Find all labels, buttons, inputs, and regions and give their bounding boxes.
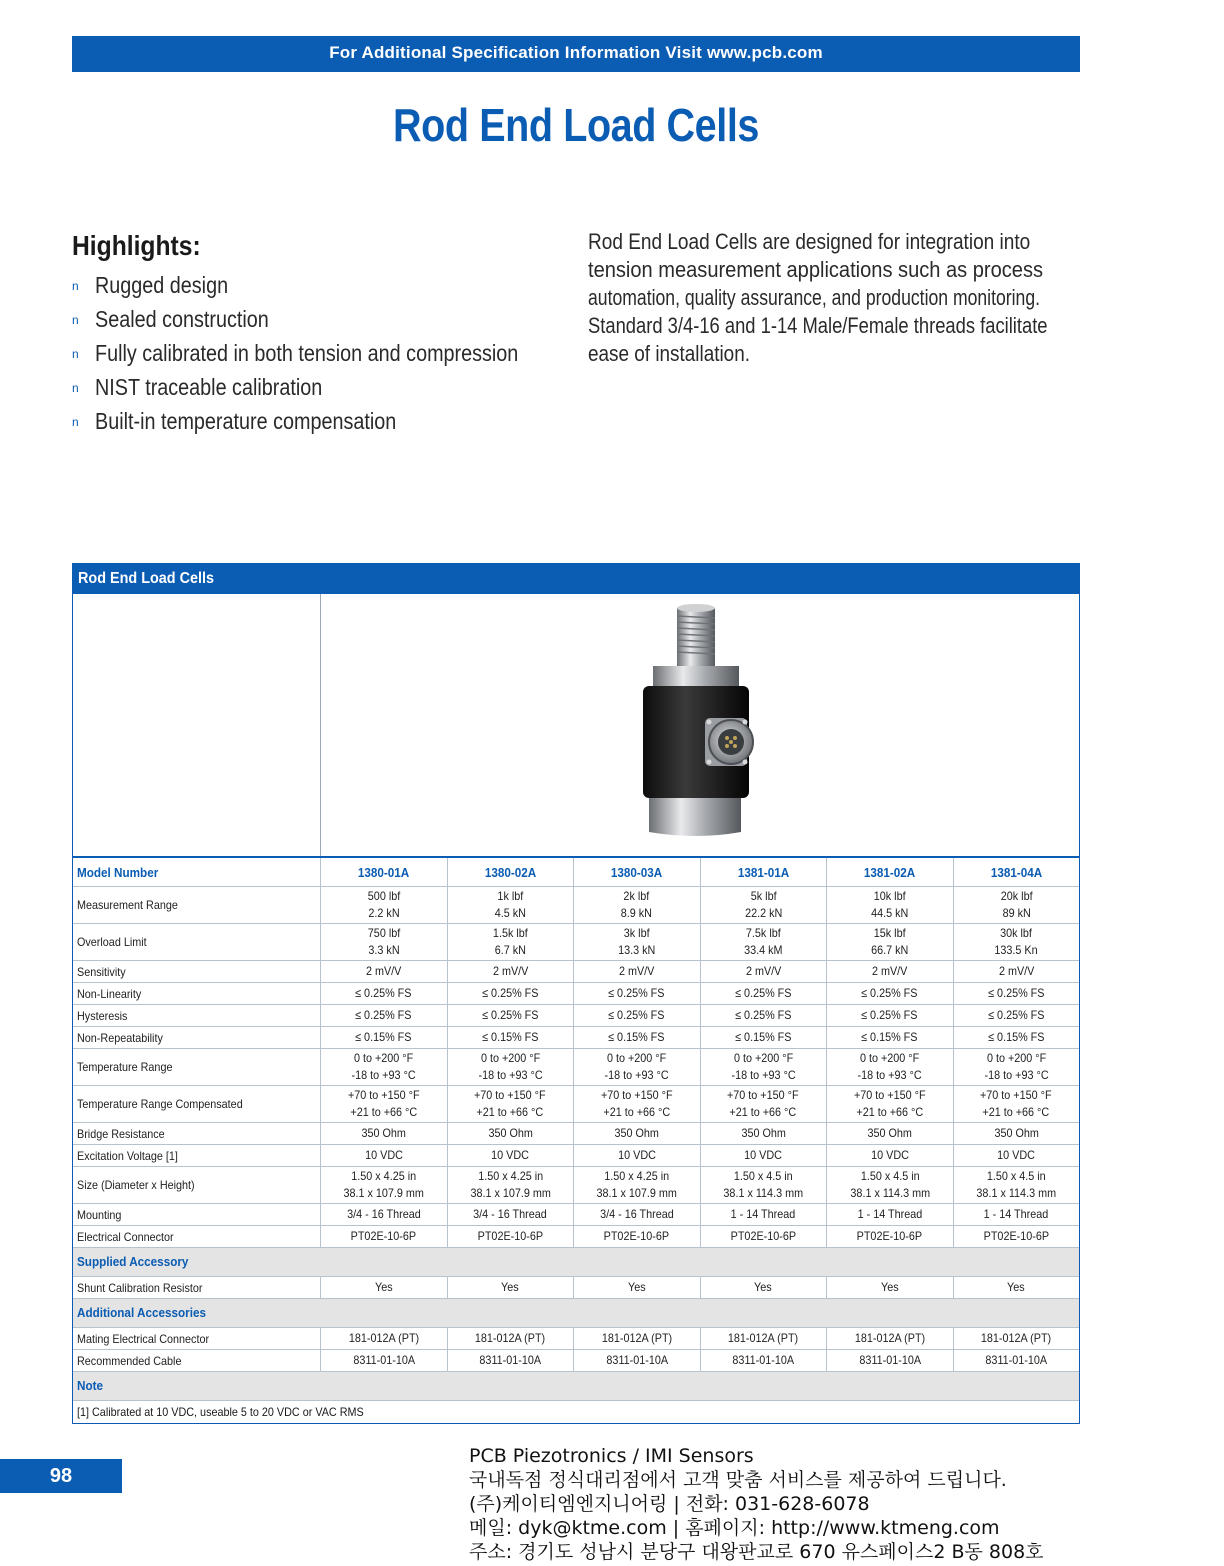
page-title: Rod End Load Cells xyxy=(393,99,759,151)
table-row xyxy=(73,1145,1079,1167)
table-cell: 10k lbf 44.5 kN xyxy=(827,887,954,923)
table-cell: 2 mV/V xyxy=(448,961,575,982)
table-cell: 10 VDC xyxy=(827,1145,954,1166)
table-cell: 181-012A (PT) xyxy=(574,1328,701,1349)
table-cell: 350 Ohm xyxy=(994,1126,1039,1140)
list-item: n Built-in temperature compensation xyxy=(72,404,587,438)
table-cell: +70 to +150 °F +21 to +66 °C xyxy=(321,1086,448,1122)
table-cell: ≤ 0.25% FS xyxy=(321,983,448,1004)
table-cell: ≤ 0.25% FS xyxy=(574,983,701,1004)
row-label: Non-Linearity xyxy=(73,983,321,1004)
table-cell: PT02E-10-6P xyxy=(827,1226,954,1247)
table-cell: 30k lbf 133.5 Kn xyxy=(994,926,1038,957)
table-cell: 2 mV/V xyxy=(998,964,1034,978)
table-cell: 1.50 x 4.25 in 38.1 x 107.9 mm xyxy=(574,1167,701,1203)
footer-line: PCB Piezotronics / IMI Sensors xyxy=(469,1445,754,1467)
table-cell: ≤ 0.15% FS xyxy=(988,1030,1045,1044)
table-row xyxy=(73,961,1079,983)
table-row xyxy=(73,1123,1079,1145)
row-label: Mounting xyxy=(73,1204,321,1225)
table-cell: 181-012A (PT) xyxy=(701,1328,828,1349)
row-label: Temperature Range Compensated xyxy=(73,1086,321,1122)
table-cell: +70 to +150 °F +21 to +66 °C xyxy=(980,1088,1053,1119)
table-row xyxy=(73,1277,1079,1299)
table-cell: ≤ 0.15% FS xyxy=(448,1027,575,1048)
table-cell: PT02E-10-6P xyxy=(321,1226,448,1247)
table-cell: 1.50 x 4.5 in 38.1 x 114.3 mm xyxy=(701,1167,828,1203)
table-cell: 10 VDC xyxy=(321,1145,448,1166)
table-cell: Yes xyxy=(1007,1280,1026,1294)
table-cell: 350 Ohm xyxy=(701,1123,828,1144)
top-banner: For Additional Specification Information Visit www.pcb.com xyxy=(72,36,1080,72)
note-heading: Note xyxy=(73,1372,1079,1401)
table-cell: 20k lbf 89 kN xyxy=(1000,889,1033,920)
table-row xyxy=(73,1328,1079,1350)
table-row xyxy=(73,1027,1079,1049)
table-cell: Yes xyxy=(448,1277,575,1298)
list-item: n Fully calibrated in both tension and compression xyxy=(72,336,587,370)
row-label: Temperature Range xyxy=(73,1049,321,1085)
row-label: Sensitivity xyxy=(73,961,321,982)
table-cell: PT02E-10-6P xyxy=(701,1226,828,1247)
table-cell: ≤ 0.25% FS xyxy=(701,983,828,1004)
table-row xyxy=(73,1049,1079,1086)
table-cell: PT02E-10-6P xyxy=(574,1226,701,1247)
square-bullet-icon: n xyxy=(72,313,79,327)
table-cell: 5k lbf 22.2 kN xyxy=(701,887,828,923)
table-cell: ≤ 0.25% FS xyxy=(988,986,1045,1000)
table-cell: 2 mV/V xyxy=(827,961,954,982)
table-cell: ≤ 0.25% FS xyxy=(448,983,575,1004)
intro-line: Standard 3/4-16 and 1-14 Male/Female threads facilitate xyxy=(588,313,1048,338)
square-bullet-icon: n xyxy=(72,347,79,361)
table-row xyxy=(73,1167,1079,1204)
table-cell: PT02E-10-6P xyxy=(448,1226,575,1247)
table-cell: 10 VDC xyxy=(574,1145,701,1166)
model-cell: 1381-04A xyxy=(990,864,1042,880)
table-cell: 0 to +200 °F -18 to +93 °C xyxy=(984,1051,1049,1082)
table-cell: 2 mV/V xyxy=(321,961,448,982)
table-row xyxy=(73,887,1079,924)
table-cell: 3/4 - 16 Thread xyxy=(321,1204,448,1225)
table-cell: 0 to +200 °F -18 to +93 °C xyxy=(701,1049,828,1085)
table-cell: 10 VDC xyxy=(448,1145,575,1166)
table-cell: 350 Ohm xyxy=(321,1123,448,1144)
table-cell: ≤ 0.15% FS xyxy=(321,1027,448,1048)
table-cell: ≤ 0.25% FS xyxy=(827,983,954,1004)
model-cell: 1381-02A xyxy=(827,858,954,886)
list-item: n Sealed construction xyxy=(72,302,587,336)
table-row xyxy=(73,983,1079,1005)
table-cell: 500 lbf 2.2 kN xyxy=(321,887,448,923)
table-cell: 181-012A (PT) xyxy=(448,1328,575,1349)
row-label: Non-Repeatability xyxy=(73,1027,321,1048)
square-bullet-icon: n xyxy=(72,279,79,293)
table-cell: 3k lbf 13.3 kN xyxy=(574,924,701,960)
row-label: Size (Diameter x Height) xyxy=(73,1167,321,1203)
table-cell: 1.5k lbf 6.7 kN xyxy=(448,924,575,960)
square-bullet-icon: n xyxy=(72,381,79,395)
row-label: Model Number xyxy=(73,858,321,886)
row-label: Overload Limit xyxy=(73,924,321,960)
table-row xyxy=(73,924,1079,961)
table-cell: 8311-01-10A xyxy=(448,1350,575,1371)
table-cell: Yes xyxy=(827,1277,954,1298)
table-row xyxy=(73,1005,1079,1027)
table-cell: 8311-01-10A xyxy=(985,1353,1048,1367)
table-cell: 0 to +200 °F -18 to +93 °C xyxy=(827,1049,954,1085)
table-row xyxy=(73,1350,1079,1372)
table-cell: ≤ 0.25% FS xyxy=(574,1005,701,1026)
square-bullet-icon: n xyxy=(72,415,79,429)
model-cell: 1380-01A xyxy=(321,858,448,886)
table-cell: 10 VDC xyxy=(701,1145,828,1166)
supplied-rows xyxy=(73,1277,1079,1299)
empty-cell xyxy=(73,594,321,856)
table-cell: 2 mV/V xyxy=(574,961,701,982)
table-cell: 0 to +200 °F -18 to +93 °C xyxy=(321,1049,448,1085)
list-item: n NIST traceable calibration xyxy=(72,370,587,404)
spec-table xyxy=(72,563,1080,1424)
table-cell: 15k lbf 66.7 kN xyxy=(827,924,954,960)
table-cell: 2k lbf 8.9 kN xyxy=(574,887,701,923)
table-cell: Yes xyxy=(574,1277,701,1298)
table-cell: Yes xyxy=(701,1277,828,1298)
table-cell: 350 Ohm xyxy=(448,1123,575,1144)
highlights-list xyxy=(72,268,587,438)
intro-line: tension measurement applications such as process xyxy=(588,257,1044,282)
table-cell: 0 to +200 °F -18 to +93 °C xyxy=(574,1049,701,1085)
table-cell: +70 to +150 °F +21 to +66 °C xyxy=(448,1086,575,1122)
table-cell: 8311-01-10A xyxy=(574,1350,701,1371)
table-row xyxy=(73,1086,1079,1123)
table-cell: +70 to +150 °F +21 to +66 °C xyxy=(827,1086,954,1122)
row-label: Bridge Resistance xyxy=(73,1123,321,1144)
table-cell: 350 Ohm xyxy=(827,1123,954,1144)
table-cell: 181-012A (PT) xyxy=(981,1331,1052,1345)
table-cell: 0 to +200 °F -18 to +93 °C xyxy=(448,1049,575,1085)
additional-accessories-heading: Additional Accessories xyxy=(73,1299,1079,1328)
intro-line: ease of installation. xyxy=(588,341,750,366)
table-cell: 350 Ohm xyxy=(574,1123,701,1144)
table-row xyxy=(73,1204,1079,1226)
table-row xyxy=(73,1226,1079,1248)
table-cell: 3/4 - 16 Thread xyxy=(448,1204,575,1225)
table-cell: 1.50 x 4.25 in 38.1 x 107.9 mm xyxy=(448,1167,575,1203)
row-label: Shunt Calibration Resistor xyxy=(73,1277,321,1298)
table-cell: 1.50 x 4.25 in 38.1 x 107.9 mm xyxy=(321,1167,448,1203)
table-cell: +70 to +150 °F +21 to +66 °C xyxy=(574,1086,701,1122)
footer-line: 국내독점 정식대리점에서 고객 맞춤 서비스를 제공하여 드립니다. xyxy=(469,1469,1007,1491)
table-cell: 1.50 x 4.5 in 38.1 x 114.3 mm xyxy=(827,1167,954,1203)
table-cell: ≤ 0.15% FS xyxy=(574,1027,701,1048)
table-cell: ≤ 0.15% FS xyxy=(827,1027,954,1048)
table-cell: ≤ 0.25% FS xyxy=(321,1005,448,1026)
page-number: 98 xyxy=(0,1459,122,1493)
model-cell: 1380-02A xyxy=(448,858,575,886)
footer-line: (주)케이티엠엔지니어링 | 전화: 031-628-6078 xyxy=(469,1493,870,1515)
intro-line: Rod End Load Cells are designed for integration into xyxy=(588,229,1031,254)
row-label: Measurement Range xyxy=(73,887,321,923)
product-image-row xyxy=(73,594,1079,858)
row-label: Hysteresis xyxy=(73,1005,321,1026)
table-cell: ≤ 0.25% FS xyxy=(448,1005,575,1026)
table-cell: 10 VDC xyxy=(997,1148,1036,1162)
table-cell: ≤ 0.25% FS xyxy=(701,1005,828,1026)
table-cell: PT02E-10-6P xyxy=(983,1229,1049,1243)
intro-line: automation, quality assurance, and production monitoring. xyxy=(588,285,1041,310)
load-cell-image xyxy=(321,594,1079,856)
table-cell: 1k lbf 4.5 kN xyxy=(448,887,575,923)
table-cell: 3/4 - 16 Thread xyxy=(574,1204,701,1225)
model-cell: 1381-01A xyxy=(701,858,828,886)
list-item: n Rugged design xyxy=(72,268,587,302)
additional-rows xyxy=(73,1328,1079,1372)
table-header: Rod End Load Cells xyxy=(73,564,1079,594)
table-cell: 2 mV/V xyxy=(701,961,828,982)
table-cell: ≤ 0.25% FS xyxy=(827,1005,954,1026)
spec-rows xyxy=(73,887,1079,1248)
footer-line: 메일: dyk@ktme.com | 홈페이지: http://www.ktmeng.com xyxy=(469,1517,1000,1539)
table-cell: 8311-01-10A xyxy=(321,1350,448,1371)
highlights-heading: Highlights: xyxy=(72,230,201,261)
row-label: Electrical Connector xyxy=(73,1226,321,1247)
table-cell: 1 - 14 Thread xyxy=(827,1204,954,1225)
intro-paragraph xyxy=(588,228,1080,368)
table-cell: 1.50 x 4.5 in 38.1 x 114.3 mm xyxy=(976,1169,1057,1200)
row-label: Recommended Cable xyxy=(73,1350,321,1371)
table-cell: 750 lbf 3.3 kN xyxy=(321,924,448,960)
row-label: Mating Electrical Connector xyxy=(73,1328,321,1349)
table-cell: 8311-01-10A xyxy=(827,1350,954,1371)
note-text: [1] Calibrated at 10 VDC, useable 5 to 20 VDC or VAC RMS xyxy=(77,1405,364,1419)
table-cell: 8311-01-10A xyxy=(701,1350,828,1371)
table-cell: 1 - 14 Thread xyxy=(701,1204,828,1225)
load-cell-illustration xyxy=(321,594,1079,856)
table-cell: 181-012A (PT) xyxy=(827,1328,954,1349)
table-cell: +70 to +150 °F +21 to +66 °C xyxy=(701,1086,828,1122)
table-cell: 7.5k lbf 33.4 kM xyxy=(701,924,828,960)
row-label: Excitation Voltage [1] xyxy=(73,1145,321,1166)
model-cell: 1380-03A xyxy=(574,858,701,886)
table-cell: Yes xyxy=(321,1277,448,1298)
table-cell: ≤ 0.25% FS xyxy=(988,1008,1045,1022)
footer-line: 주소: 경기도 성남시 분당구 대왕판교로 670 유스페이스2 B동 808호 xyxy=(469,1541,1044,1563)
table-cell: 1 - 14 Thread xyxy=(983,1207,1049,1221)
footer-contact xyxy=(469,1444,1109,1564)
model-number-row xyxy=(73,858,1079,887)
supplied-accessory-heading: Supplied Accessory xyxy=(73,1248,1079,1277)
table-cell: ≤ 0.15% FS xyxy=(701,1027,828,1048)
table-cell: 181-012A (PT) xyxy=(321,1328,448,1349)
